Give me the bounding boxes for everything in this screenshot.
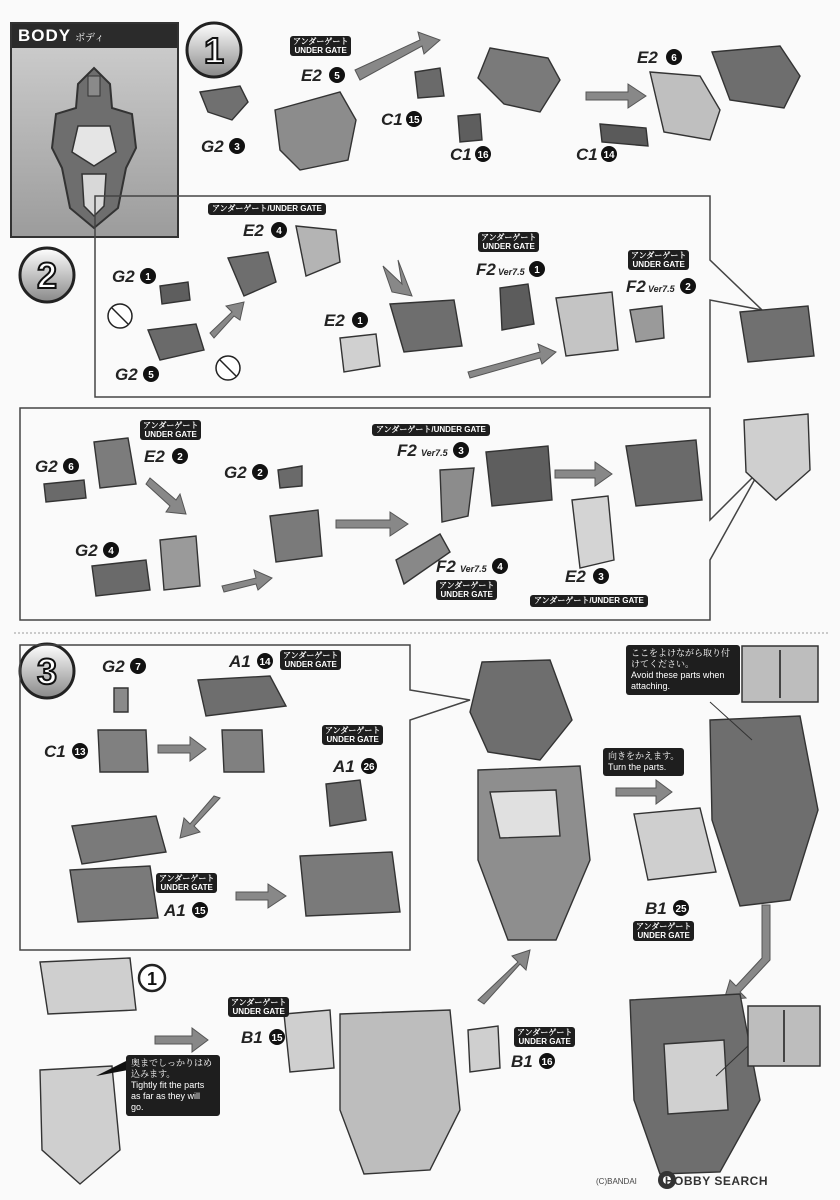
- svg-text:15: 15: [194, 906, 206, 917]
- note-avoid-parts: [626, 645, 740, 695]
- label-e2-6: E2: [637, 48, 658, 67]
- svg-text:6: 6: [671, 53, 677, 64]
- num-g2-3: [229, 138, 245, 154]
- num-e2-5: [329, 67, 345, 83]
- step-number-3: 3: [36, 651, 58, 692]
- num-g2-7: [130, 658, 146, 674]
- svg-text:1: 1: [146, 969, 158, 989]
- label-e2-2: E2: [144, 447, 165, 466]
- num-f2-3: [453, 442, 469, 458]
- parts: [40, 46, 818, 1184]
- label-g2-4: G2: [75, 541, 98, 560]
- step-badge-2: [20, 248, 74, 302]
- gate-badge-e2-5: アンダーゲート UNDER GATE: [290, 36, 351, 56]
- label-b1-16: B1: [511, 1052, 533, 1071]
- num-g2-1: [140, 268, 156, 284]
- header-subtitle: ボディ: [75, 32, 105, 44]
- svg-text:6: 6: [68, 462, 74, 473]
- prohibited-icon: [216, 356, 240, 380]
- num-f2-1: [529, 261, 545, 277]
- label-e2-4: E2: [243, 221, 264, 240]
- note-fit-en: Tightly fit the parts as far as they will go.: [131, 1080, 205, 1112]
- label-a1-14: A1: [229, 652, 251, 671]
- num-a1-14: [257, 653, 273, 669]
- gate-badge-e2-4: アンダーゲート/UNDER GATE: [208, 203, 326, 215]
- label-e2-3: E2: [565, 567, 586, 586]
- gate-badge-b1-25: アンダーゲート UNDER GATE: [633, 921, 694, 941]
- label-e2-1: E2: [324, 311, 345, 330]
- num-g2-5: [143, 366, 159, 382]
- label-f2-3: F2: [397, 441, 417, 460]
- svg-text:13: 13: [74, 747, 86, 758]
- num-c1-13: [72, 743, 88, 759]
- num-a1-26: [361, 758, 377, 774]
- svg-text:14: 14: [259, 657, 271, 668]
- num-b1-15: [269, 1029, 285, 1045]
- label-c1-15: C1: [381, 110, 403, 129]
- svg-text:4: 4: [497, 562, 503, 573]
- svg-text:25: 25: [675, 904, 687, 915]
- label-g2-7: G2: [102, 657, 125, 676]
- num-a1-15: [192, 902, 208, 918]
- num-f2-4: [492, 558, 508, 574]
- gate-badge-f2-4: アンダーゲート UNDER GATE: [436, 580, 497, 600]
- label-a1-26: A1: [333, 757, 355, 776]
- num-g2-6: [63, 458, 79, 474]
- svg-text:26: 26: [363, 762, 375, 773]
- label-c1-13: C1: [44, 742, 66, 761]
- num-e2-2: [172, 448, 188, 464]
- svg-text:5: 5: [334, 71, 340, 82]
- label-e2-5: E2: [301, 66, 322, 85]
- num-c1-14: [601, 146, 617, 162]
- step-number-2: 2: [36, 255, 58, 296]
- gate-badge-b1-16: アンダーゲート UNDER GATE: [514, 1027, 575, 1047]
- svg-text:2: 2: [257, 468, 263, 479]
- svg-text:14: 14: [603, 150, 615, 161]
- num-g2-2: [252, 464, 268, 480]
- num-b1-25: [673, 900, 689, 916]
- step-number-1: 1: [203, 30, 225, 71]
- ver-f2-2: Ver7.5: [648, 284, 675, 294]
- num-g2-4: [103, 542, 119, 558]
- svg-text:3: 3: [458, 446, 464, 457]
- svg-text:3: 3: [234, 142, 240, 153]
- note-turn-en: Turn the parts.: [608, 762, 667, 772]
- step2a-frame: [95, 196, 762, 397]
- note-fit-ja: 奥までしっかりはめ込みます。: [131, 1058, 213, 1079]
- sub-step-badge: [139, 965, 165, 991]
- gate-badge-f2-1: アンダーゲート UNDER GATE: [478, 232, 539, 252]
- label-g2-6: G2: [35, 457, 58, 476]
- svg-text:7: 7: [135, 662, 141, 673]
- svg-text:1: 1: [145, 272, 151, 283]
- svg-text:16: 16: [541, 1057, 553, 1068]
- label-c1-16: C1: [450, 145, 472, 164]
- gate-badge-f2-2: アンダーゲート UNDER GATE: [628, 250, 689, 270]
- label-f2-2: F2: [626, 277, 646, 296]
- num-e2-3: [593, 568, 609, 584]
- step-badge-1: [187, 23, 241, 77]
- svg-text:5: 5: [148, 370, 154, 381]
- svg-text:4: 4: [108, 546, 114, 557]
- gate-badge-e2-2: アンダーゲート UNDER GATE: [140, 420, 201, 440]
- copyright: (C)BANDAI: [596, 1176, 637, 1186]
- label-a1-15: A1: [164, 901, 186, 920]
- num-e2-4: [271, 222, 287, 238]
- step-badge-3: [20, 644, 74, 698]
- svg-text:2: 2: [685, 282, 691, 293]
- gate-badge-a1-14: アンダーゲート UNDER GATE: [280, 650, 341, 670]
- ver-f2-1: Ver7.5: [498, 267, 525, 277]
- note-fit-tightly: [126, 1055, 220, 1116]
- label-g2-2: G2: [224, 463, 247, 482]
- num-b1-16: [539, 1053, 555, 1069]
- note-turn-ja: 向きをかえます。: [608, 751, 680, 761]
- note-avoid-en: Avoid these parts when attaching.: [631, 670, 725, 691]
- svg-text:3: 3: [598, 572, 604, 583]
- label-g2-3: G2: [201, 137, 224, 156]
- label-g2-5: G2: [115, 365, 138, 384]
- label-f2-4: F2: [436, 557, 456, 576]
- gate-badge-e2-3: アンダーゲート/UNDER GATE: [530, 595, 648, 607]
- note-avoid-ja: ここをよけながら取り付けてください。: [631, 648, 731, 669]
- num-c1-16: [475, 146, 491, 162]
- label-c1-14: C1: [576, 145, 598, 164]
- gate-badge-b1-15: アンダーゲート UNDER GATE: [228, 997, 289, 1017]
- num-e2-1: [352, 312, 368, 328]
- num-c1-15: [406, 111, 422, 127]
- header-title: BODY: [18, 26, 72, 45]
- svg-text:1: 1: [357, 316, 363, 327]
- brand-name: HOBBY SEARCH: [664, 1174, 769, 1188]
- label-b1-25: B1: [645, 899, 667, 918]
- ver-f2-4: Ver7.5: [460, 564, 487, 574]
- flow-arrows: [146, 32, 770, 1052]
- svg-text:1: 1: [534, 265, 540, 276]
- gate-badge-f2-3: アンダーゲート/UNDER GATE: [372, 424, 490, 436]
- footer: [596, 1172, 832, 1190]
- label-g2-1: G2: [112, 267, 135, 286]
- num-e2-6: [666, 49, 682, 65]
- svg-text:2: 2: [177, 452, 183, 463]
- svg-text:16: 16: [477, 150, 489, 161]
- gate-badge-a1-26: アンダーゲート UNDER GATE: [322, 725, 383, 745]
- prohibited-icon: [108, 304, 132, 328]
- svg-text:15: 15: [408, 115, 420, 126]
- note-turn-parts: [603, 748, 684, 776]
- num-f2-2: [680, 278, 696, 294]
- label-f2-1: F2: [476, 260, 496, 279]
- svg-text:4: 4: [276, 226, 282, 237]
- ver-f2-3: Ver7.5: [421, 448, 448, 458]
- gate-badge-a1-15: アンダーゲート UNDER GATE: [156, 873, 217, 893]
- label-b1-15: B1: [241, 1028, 263, 1047]
- svg-text:15: 15: [271, 1033, 283, 1044]
